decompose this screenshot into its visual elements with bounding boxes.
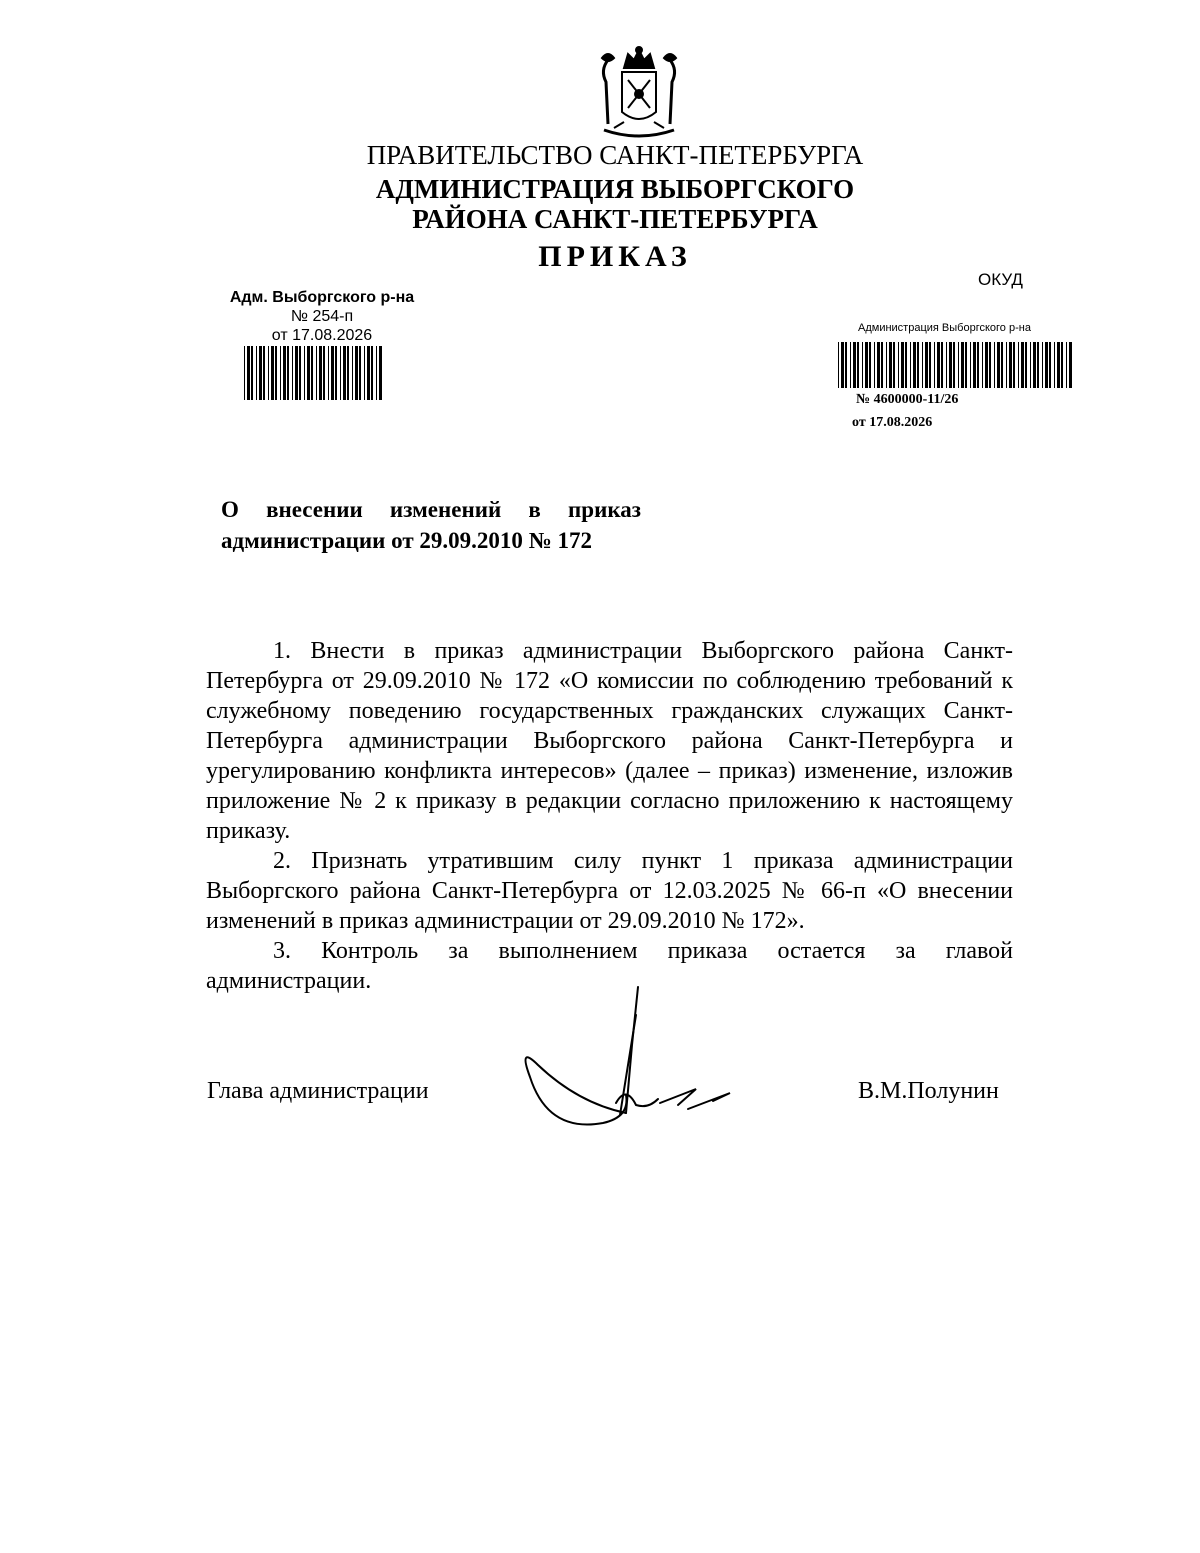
barcode-bar [841, 342, 844, 388]
barcode-bar [376, 346, 377, 400]
barcode-bar [929, 342, 931, 388]
barcode-bar [371, 346, 373, 400]
body-paragraph-3: 3. Контроль за выполнением приказа остается за главой администрации. [206, 938, 1013, 994]
stamp-left-number: № 254-п [290, 308, 354, 325]
barcode-bar [973, 342, 976, 388]
barcode-bar [352, 346, 353, 400]
barcode-bar [953, 342, 955, 388]
barcode-bar [862, 342, 863, 388]
barcode-bar [319, 346, 322, 400]
coat-of-arms-emblem [594, 46, 684, 140]
barcode-bar [259, 346, 262, 400]
barcode-bar [857, 342, 859, 388]
barcode-bar [997, 342, 1000, 388]
barcode-bar [961, 342, 964, 388]
barcode-bar [898, 342, 899, 388]
subject-line2: администрации от 29.09.2010 № 172 [221, 528, 592, 553]
barcode-left [244, 346, 384, 400]
barcode-bar [283, 346, 286, 400]
barcode-bar [304, 346, 305, 400]
barcode-bar [925, 342, 928, 388]
barcode-bar [970, 342, 971, 388]
barcode-bar [989, 342, 991, 388]
barcode-bar [367, 346, 370, 400]
barcode-bar [292, 346, 293, 400]
barcode-bar [1001, 342, 1003, 388]
barcode-bar [949, 342, 952, 388]
body-paragraph-2: 2. Признать утратившим силу пункт 1 приказа администрации Выборгского района Санкт-Петербурга от 12.03.2025 № 66-п «О внесении изменений в приказ администрации от 29.09.2010 № 172». [206, 848, 1013, 934]
barcode-bar [343, 346, 346, 400]
barcode-bar [1013, 342, 1015, 388]
barcode-bar [838, 342, 839, 388]
stamp-right-number: № 4600000-11/26 [856, 392, 959, 407]
barcode-bar [937, 342, 940, 388]
government-title: ПРАВИТЕЛЬСТВО САНКТ-ПЕТЕРБУРГА [366, 140, 864, 170]
barcode-bar [295, 346, 298, 400]
barcode-bar [379, 346, 382, 400]
barcode-bar [1021, 342, 1024, 388]
barcode-bar [869, 342, 871, 388]
barcode-bar [323, 346, 325, 400]
administration-title-line1: АДМИНИСТРАЦИЯ ВЫБОРГСКОГО [375, 174, 855, 204]
barcode-bar [865, 342, 868, 388]
barcode-bar [280, 346, 281, 400]
barcode-bar [251, 346, 253, 400]
registration-stamp-left [222, 288, 422, 345]
barcode-bar [1018, 342, 1019, 388]
barcode-bar [1049, 342, 1051, 388]
document-type: ПРИКАЗ [538, 240, 692, 273]
signer-title: Глава администрации [207, 1078, 429, 1104]
barcode-bar [922, 342, 923, 388]
barcode-bar [913, 342, 916, 388]
barcode-bar [1006, 342, 1007, 388]
barcode-bar [287, 346, 289, 400]
barcode-bar [275, 346, 277, 400]
stamp-right-date: от 17.08.2026 [852, 415, 933, 430]
barcode-bar [874, 342, 875, 388]
subject-line1: О внесении изменений в приказ [221, 497, 641, 522]
barcode-bar [331, 346, 334, 400]
handwritten-signature [508, 985, 758, 1135]
barcode-bar [299, 346, 301, 400]
barcode-bar [886, 342, 887, 388]
barcode-bar [335, 346, 337, 400]
body-paragraph-1: 1. Внести в приказ администрации Выборгского района Санкт-Петербурга от 29.09.2010 № 172 «О комиссии по соблюдению требований к служебному поведению государственных гражданских служащих Санкт-Петербурга администрации Выборгского района Санкт-Петербурга и урегулированию конфликта интересов» (далее – приказ) изменение, изложив приложение № 2 к приказу в редакции согласно приложению к настоящему приказу. [206, 638, 1013, 844]
barcode-bar [1057, 342, 1060, 388]
barcode-bar [1025, 342, 1027, 388]
barcode-bar [845, 342, 847, 388]
barcode-bar [965, 342, 967, 388]
barcode-bar [1030, 342, 1031, 388]
barcode-bar [247, 346, 250, 400]
barcode-bar [905, 342, 907, 388]
barcode-bar [1009, 342, 1012, 388]
stamp-left-org: Адм. Выборгского р-на [229, 289, 415, 306]
document-body [206, 636, 1013, 996]
barcode-bar [877, 342, 880, 388]
okud-label: ОКУД [978, 270, 1023, 289]
barcode-bar [1066, 342, 1067, 388]
barcode-bar [1061, 342, 1063, 388]
stamp-right-org: Администрация Выборгского р-на [858, 322, 1031, 334]
barcode-bar [328, 346, 329, 400]
barcode-bar [347, 346, 349, 400]
barcode-bar [1033, 342, 1036, 388]
barcode-bar [994, 342, 995, 388]
barcode-bar [850, 342, 851, 388]
document-subject [221, 494, 641, 556]
barcode-bar [316, 346, 317, 400]
barcode-bar [359, 346, 361, 400]
barcode-bar [244, 346, 245, 400]
barcode-bar [889, 342, 892, 388]
barcode-bar [946, 342, 947, 388]
barcode-bar [982, 342, 983, 388]
barcode-bar [307, 346, 310, 400]
barcode-bar [881, 342, 883, 388]
barcode-bar [1054, 342, 1055, 388]
stamp-left-date: от 17.08.2026 [271, 327, 373, 344]
administration-title-line2: РАЙОНА САНКТ-ПЕТЕРБУРГА [412, 204, 818, 234]
barcode-bar [958, 342, 959, 388]
barcode-bar [1045, 342, 1048, 388]
barcode-bar [268, 346, 269, 400]
barcode-bar [901, 342, 904, 388]
barcode-bar [985, 342, 988, 388]
barcode-bar [1069, 342, 1072, 388]
barcode-bar [355, 346, 358, 400]
barcode-bar [256, 346, 257, 400]
barcode-bar [364, 346, 365, 400]
barcode-bar [893, 342, 895, 388]
barcode-bar [1042, 342, 1043, 388]
barcode-bar [271, 346, 274, 400]
signer-name: В.М.Полунин [858, 1078, 999, 1104]
barcode-bar [917, 342, 919, 388]
barcode-right [838, 342, 1074, 388]
barcode-bar [853, 342, 856, 388]
barcode-bar [311, 346, 313, 400]
barcode-bar [910, 342, 911, 388]
barcode-bar [934, 342, 935, 388]
barcode-bar [263, 346, 265, 400]
barcode-bar [977, 342, 979, 388]
barcode-bar [941, 342, 943, 388]
barcode-bar [1037, 342, 1039, 388]
barcode-bar [340, 346, 341, 400]
